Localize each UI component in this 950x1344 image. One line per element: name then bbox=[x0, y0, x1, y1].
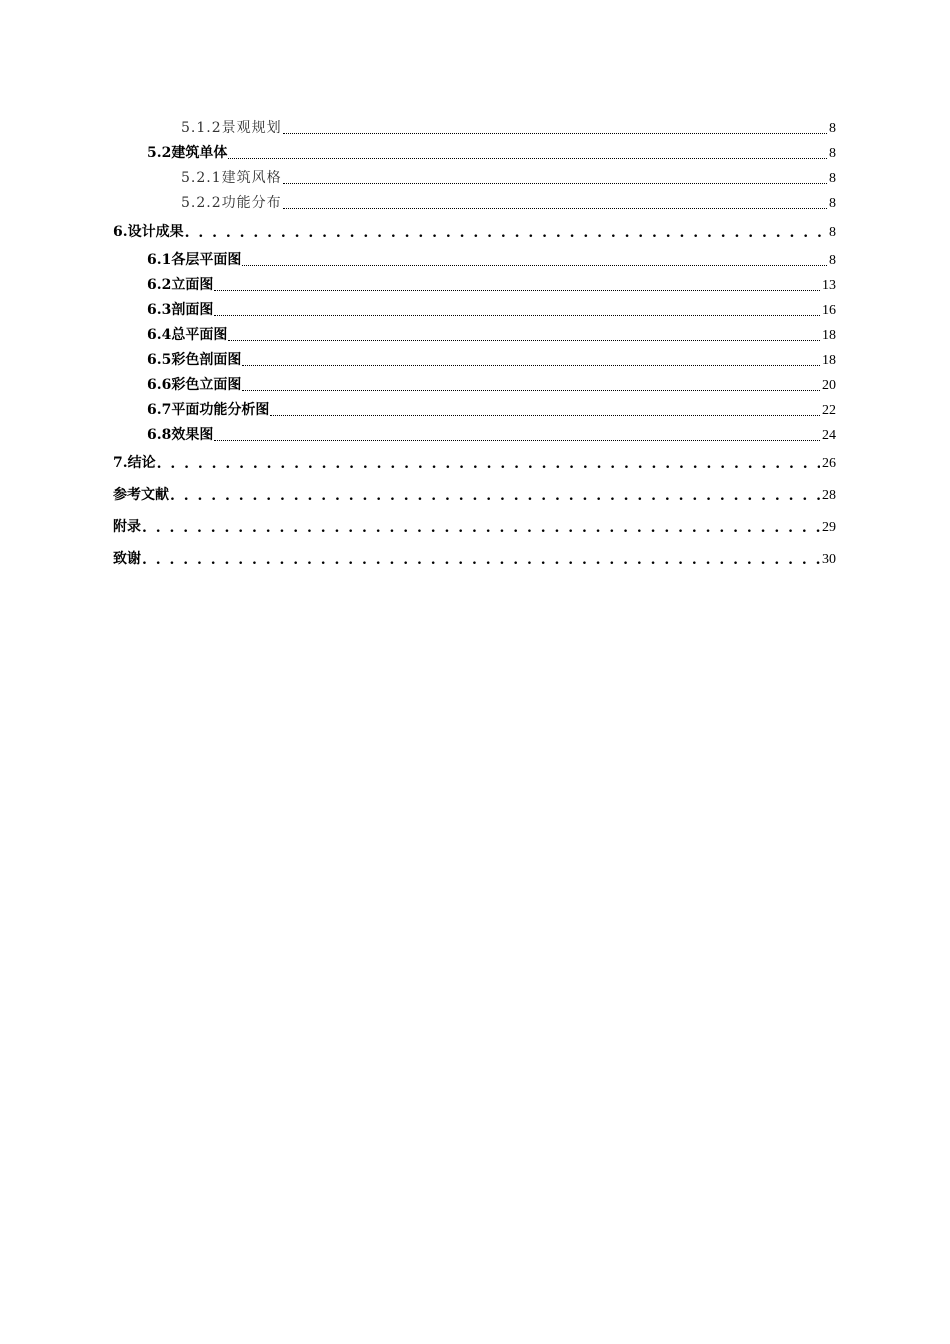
toc-entry-appendix[interactable] bbox=[113, 514, 836, 536]
toc-entry-page: 8 bbox=[829, 121, 836, 136]
toc-entry-title: 6.7平面功能分析图 bbox=[147, 402, 270, 418]
toc-entry-title: 6.4总平面图 bbox=[147, 327, 228, 343]
toc-entry-title: 5.2.2功能分布 bbox=[181, 195, 282, 211]
toc-entry-7[interactable] bbox=[113, 450, 836, 472]
toc-entry-page: 8 bbox=[829, 146, 836, 161]
toc-entry-acknowledgements[interactable] bbox=[113, 546, 836, 568]
toc-entry-page: 20 bbox=[822, 378, 836, 393]
toc-entry-5-1-2[interactable] bbox=[181, 115, 836, 137]
toc-dot-leader bbox=[142, 552, 820, 568]
toc-entry-title: 6.6彩色立面图 bbox=[147, 377, 242, 393]
toc-entry-page: 29 bbox=[822, 520, 836, 535]
toc-dot-leader bbox=[214, 303, 820, 319]
toc-dot-leader bbox=[142, 520, 820, 536]
toc-entry-page: 28 bbox=[822, 488, 836, 503]
toc-dot-leader bbox=[242, 378, 820, 394]
toc-entry-page: 13 bbox=[822, 278, 836, 293]
toc-entry-page: 22 bbox=[822, 403, 836, 418]
toc-entry-page: 18 bbox=[822, 328, 836, 343]
toc-entry-5-2-1[interactable] bbox=[181, 165, 836, 187]
toc-entry-5-2-2[interactable] bbox=[181, 190, 836, 212]
toc-entry-page: 30 bbox=[822, 552, 836, 567]
toc-dot-leader bbox=[242, 253, 827, 269]
toc-entry-page: 8 bbox=[829, 196, 836, 211]
toc-entry-title: 参考文献 bbox=[113, 487, 169, 503]
toc-dot-leader bbox=[283, 121, 827, 137]
toc-dot-leader bbox=[214, 428, 820, 444]
toc-dot-leader bbox=[170, 488, 820, 504]
toc-entry-6-1[interactable] bbox=[147, 247, 836, 269]
toc-entry-title: 5.1.2景观规划 bbox=[181, 120, 282, 136]
toc-entry-title: 6.5彩色剖面图 bbox=[147, 352, 242, 368]
toc-dot-leader bbox=[270, 403, 820, 419]
toc-entry-title: 6.3剖面图 bbox=[147, 302, 214, 318]
toc-dot-leader bbox=[185, 225, 827, 241]
toc-entry-page: 18 bbox=[822, 353, 836, 368]
toc-dot-leader bbox=[214, 278, 820, 294]
toc-dot-leader bbox=[242, 353, 820, 369]
toc-entry-page: 8 bbox=[829, 253, 836, 268]
toc-entry-page: 8 bbox=[829, 171, 836, 186]
toc-entry-page: 24 bbox=[822, 428, 836, 443]
toc-dot-leader bbox=[157, 456, 820, 472]
toc-entry-page: 26 bbox=[822, 456, 836, 471]
toc-dot-leader bbox=[228, 146, 827, 162]
toc-entry-6-3[interactable] bbox=[147, 297, 836, 319]
toc-entry-title: 7.结论 bbox=[113, 455, 156, 471]
toc-entry-6-4[interactable] bbox=[147, 322, 836, 344]
toc-dot-leader bbox=[283, 171, 827, 187]
toc-entry-title: 附录 bbox=[113, 519, 141, 535]
toc-entry-title: 6.1各层平面图 bbox=[147, 252, 242, 268]
toc-entry-6-7[interactable] bbox=[147, 397, 836, 419]
toc-dot-leader bbox=[228, 328, 820, 344]
toc-entry-title: 6.2立面图 bbox=[147, 277, 214, 293]
toc-entry-references[interactable] bbox=[113, 482, 836, 504]
toc-dot-leader bbox=[283, 196, 827, 212]
toc-entry-title: 致谢 bbox=[113, 551, 141, 567]
toc-entry-5-2[interactable] bbox=[147, 140, 836, 162]
toc-entry-title: 5.2.1建筑风格 bbox=[181, 170, 282, 186]
toc-entry-title: 5.2建筑单体 bbox=[147, 145, 228, 161]
toc-entry-6-2[interactable] bbox=[147, 272, 836, 294]
toc-entry-6[interactable] bbox=[113, 219, 836, 241]
toc-entry-title: 6.设计成果 bbox=[113, 224, 184, 240]
toc-entry-6-8[interactable] bbox=[147, 422, 836, 444]
toc-entry-6-6[interactable] bbox=[147, 372, 836, 394]
toc-entry-page: 8 bbox=[829, 225, 836, 240]
toc-entry-title: 6.8效果图 bbox=[147, 427, 214, 443]
toc-entry-6-5[interactable] bbox=[147, 347, 836, 369]
toc-entry-page: 16 bbox=[822, 303, 836, 318]
